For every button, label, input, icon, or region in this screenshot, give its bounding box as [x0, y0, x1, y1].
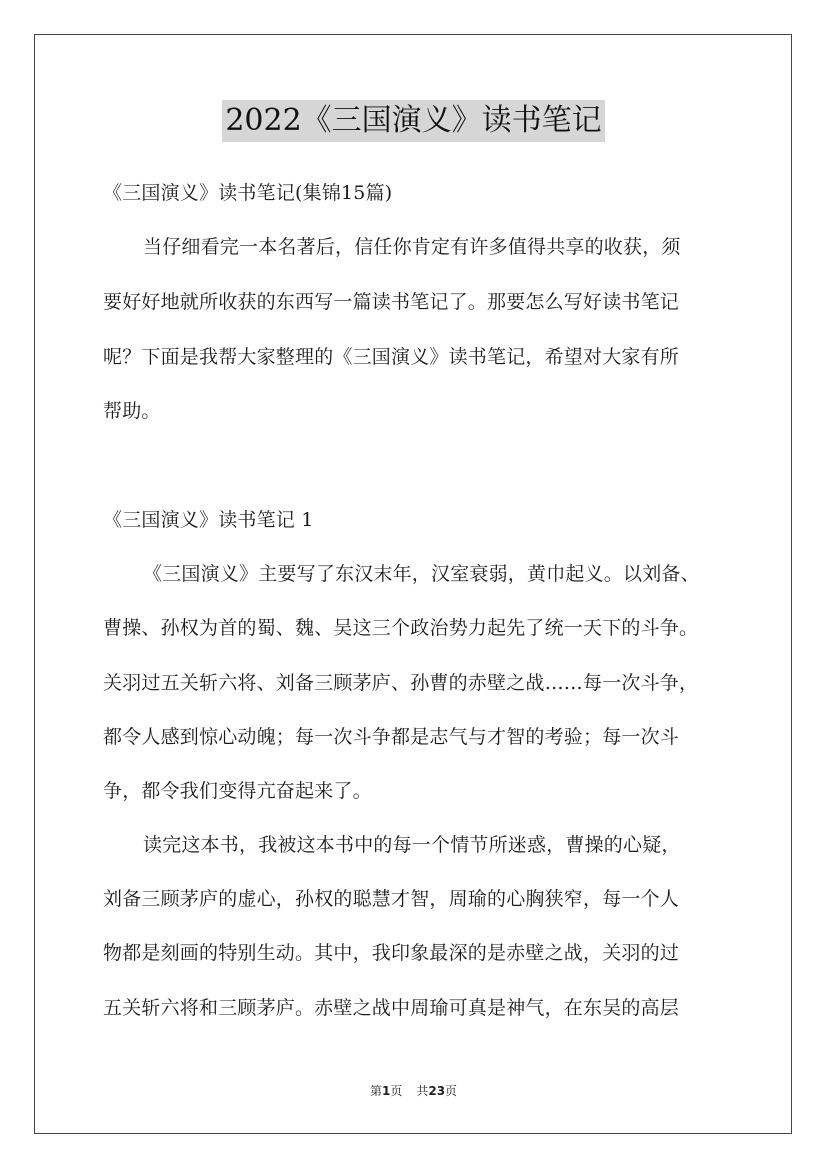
page-number: 1 [381, 1084, 391, 1098]
page-prefix: 第 [369, 1084, 382, 1098]
document-subtitle: 《三国演义》读书笔记(集锦15篇) [103, 182, 393, 204]
paragraph-line: 曹操、孙权为首的蜀、魏、吴这三个政治势力起先了统一天下的斗争。 [103, 617, 699, 639]
paragraph-line: 读完这本书，我被这本书中的每一个情节所迷惑，曹操的心疑， [143, 834, 681, 856]
paragraph-line: 都令人感到惊心动魄；每一次斗争都是志气与才智的考验；每一次斗 [103, 726, 680, 748]
intro-line: 帮助。 [103, 400, 161, 422]
section-heading: 《三国演义》读书笔记 1 [103, 509, 314, 531]
intro-line: 呢？下面是我帮大家整理的《三国演义》读书笔记，希望对大家有所 [103, 346, 680, 368]
document-title: 2022《三国演义》读书笔记 [222, 100, 604, 142]
total-prefix: 共 [416, 1084, 429, 1098]
page-footer [0, 1083, 827, 1099]
title-wrapper [0, 100, 827, 142]
intro-line: 要好好地就所收获的东西写一篇读书笔记了。那要怎么写好读书笔记 [103, 291, 680, 313]
paragraph-line: 《三国演义》主要写了东汉末年，汉室衰弱，黄巾起义。以刘备、 [143, 563, 700, 585]
paragraph-line: 争，都令我们变得亢奋起来了。 [103, 780, 372, 802]
paragraph-line: 关羽过五关斩六将、刘备三顾茅庐、孙曹的赤壁之战……每一次斗争， [103, 672, 699, 694]
paragraph-line: 物都是刻画的特别生动。其中，我印象最深的是赤壁之战，关羽的过 [103, 942, 680, 964]
paragraph-line: 五关斩六将和三顾茅庐。赤壁之战中周瑜可真是神气，在东吴的高层 [103, 997, 680, 1019]
page-suffix: 页 [390, 1084, 403, 1098]
paragraph-line: 刘备三顾茅庐的虚心，孙权的聪慧才智，周瑜的心胸狭窄，每一个人 [103, 888, 680, 910]
total-suffix: 页 [445, 1084, 458, 1098]
total-pages: 23 [428, 1084, 446, 1098]
intro-line: 当仔细看完一本名著后，信任你肯定有许多值得共享的收获，须 [143, 236, 681, 258]
